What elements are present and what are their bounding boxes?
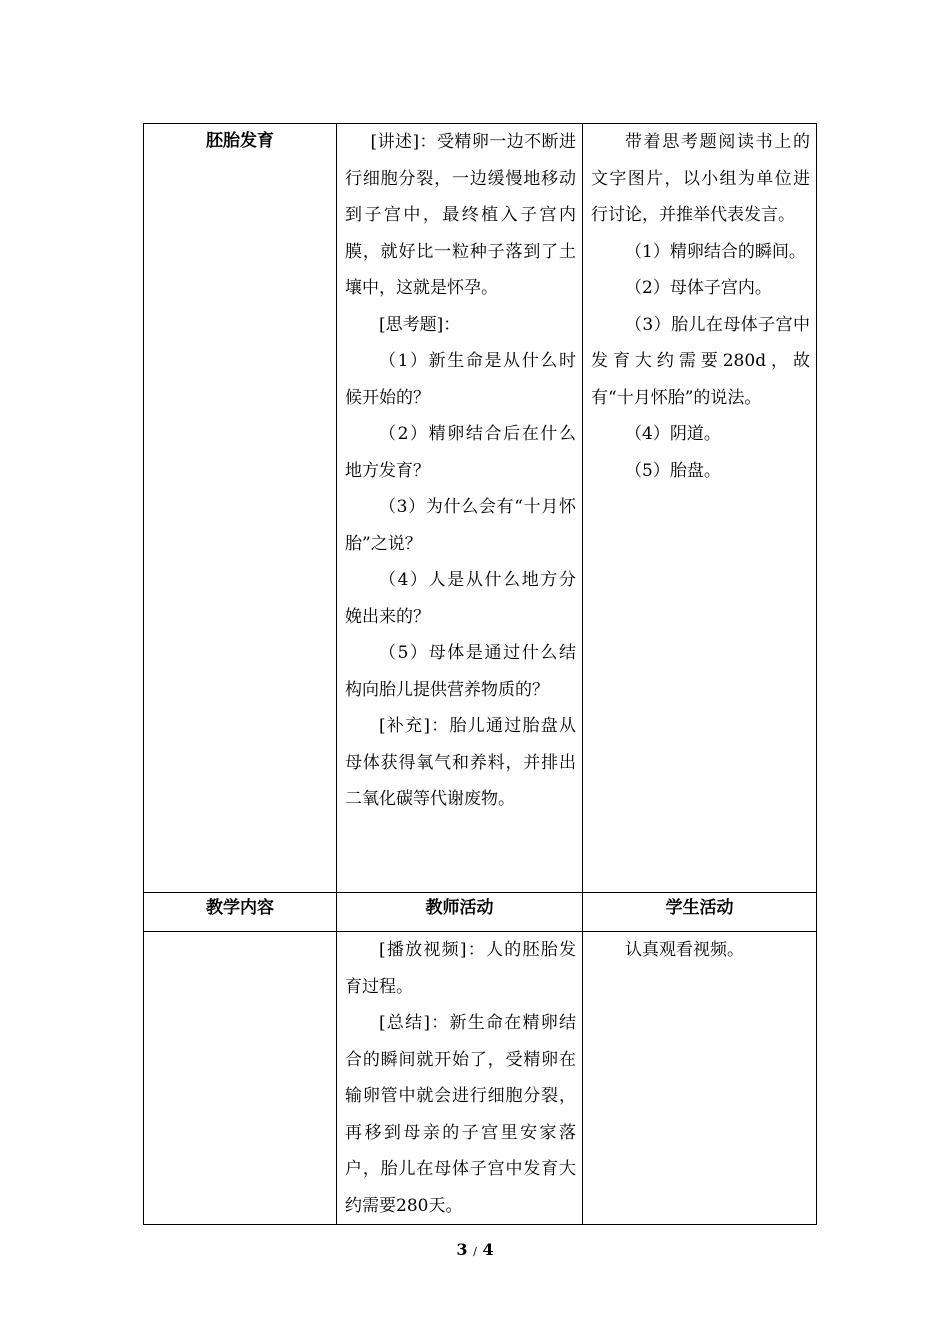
lesson-plan-table bbox=[143, 123, 817, 1225]
page-number bbox=[0, 1240, 950, 1259]
table-row-embryo-development bbox=[144, 124, 817, 893]
student-paragraph: （5）胎盘。 bbox=[625, 460, 721, 481]
student-paragraph: （1）精卵结合的瞬间。 bbox=[625, 241, 806, 262]
table-row-video-summary bbox=[144, 932, 817, 1225]
teacher-paragraph: （4）人是从什么地方分娩出来的？ bbox=[345, 570, 576, 627]
current-page: 3 bbox=[456, 1240, 468, 1259]
header-student-activity: 学生活动 bbox=[583, 893, 817, 932]
header-teacher-activity: 教师活动 bbox=[337, 893, 583, 932]
teacher-paragraph: [总结]：新生命在精卵结合的瞬间就开始了，受精卵在输卵管中就会进行细胞分裂，再移到母亲的子宫里安家落户，胎儿在母体子宫中发育大约需要280天。 bbox=[345, 1013, 576, 1216]
student-paragraph: （4）阴道。 bbox=[625, 424, 721, 444]
content-label: 胚胎发育 bbox=[206, 131, 274, 151]
student-activity-text bbox=[583, 124, 816, 489]
teacher-paragraph: （5）母体是通过什么结构向胎儿提供营养物质的？ bbox=[345, 643, 576, 700]
student-paragraph: 认真观看视频。 bbox=[625, 940, 744, 960]
teacher-activity-text bbox=[337, 124, 582, 818]
student-activity-text bbox=[583, 932, 816, 969]
page-separator: / bbox=[473, 1245, 477, 1258]
content-cell bbox=[144, 932, 337, 1225]
student-activity-cell bbox=[583, 124, 817, 893]
student-paragraph: （3）胎儿在母体子宫中发育大约需要280d，故有“十月怀胎”的说法。 bbox=[591, 314, 810, 408]
teacher-activity-cell bbox=[337, 932, 583, 1225]
student-activity-cell bbox=[583, 932, 817, 1225]
teacher-paragraph: （1）新生命是从什么时候开始的？ bbox=[345, 351, 576, 408]
teacher-paragraph: （3）为什么会有“十月怀胎”之说？ bbox=[345, 497, 576, 554]
teacher-paragraph: [播放视频]：人的胚胎发育过程。 bbox=[345, 940, 576, 997]
teacher-paragraph: （2）精卵结合后在什么地方发育？ bbox=[345, 424, 576, 481]
header-teaching-content: 教学内容 bbox=[144, 893, 337, 932]
teacher-paragraph: [补充]：胎儿通过胎盘从母体获得氧气和养料，并排出二氧化碳等代谢废物。 bbox=[345, 716, 576, 809]
teacher-paragraph: [讲述]：受精卵一边不断进行细胞分裂，一边缓慢地移动到子宫中，最终植入子宫内膜，就好比一粒种子落到了土壤中，这就是怀孕。 bbox=[345, 132, 576, 298]
total-pages: 4 bbox=[482, 1240, 494, 1259]
student-paragraph: 带着思考题阅读书上的文字图片，以小组为单位进行讨论，并推举代表发言。 bbox=[591, 132, 810, 225]
teacher-activity-text bbox=[337, 932, 582, 1224]
table-header-row bbox=[144, 893, 817, 932]
teacher-activity-cell bbox=[337, 124, 583, 893]
content-cell bbox=[144, 124, 337, 893]
student-paragraph: （2）母体子宫内。 bbox=[625, 278, 772, 298]
teacher-paragraph: [思考题]： bbox=[379, 314, 461, 335]
